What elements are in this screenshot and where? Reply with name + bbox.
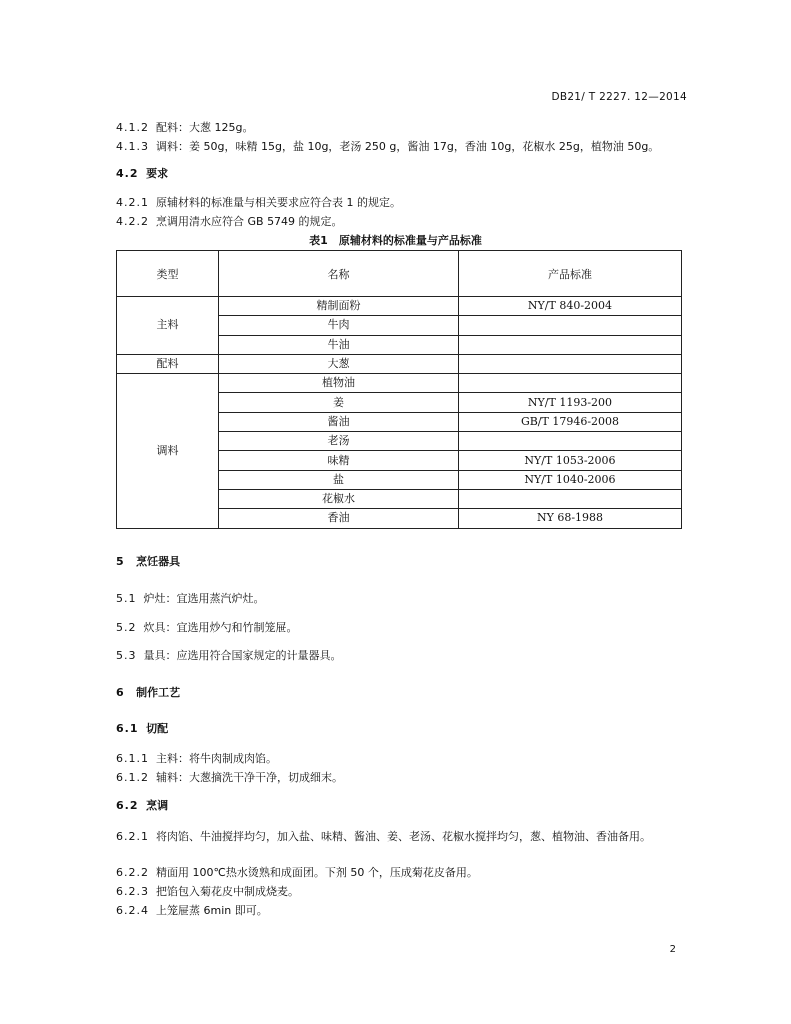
clause-5-2: [116, 621, 298, 635]
clause-text: 将肉馅、牛油搅拌均匀，加入盐、味精、酱油、姜、老汤、花椒水搅拌均匀，葱、植物油、香油备用。: [156, 830, 651, 843]
heading-text: 要求: [146, 167, 169, 180]
name-cell: 香油: [219, 509, 459, 528]
heading-text: 制作工艺: [136, 686, 181, 699]
clause-number: 4.1.3: [116, 140, 149, 153]
clause-number: 5.1: [116, 592, 137, 605]
table-row: [117, 297, 682, 316]
clause-5-1: [116, 592, 265, 606]
heading-number: 6.1: [116, 722, 139, 735]
standard-cell: [459, 432, 682, 451]
header-name: 名称: [219, 251, 459, 297]
name-cell: 老汤: [219, 432, 459, 451]
standard-cell: [459, 489, 682, 508]
heading-6-2: [116, 799, 168, 813]
heading-number: 6: [116, 686, 125, 699]
standard-cell: NY/T 1040-2006: [459, 470, 682, 489]
clause-text: 主料：将牛肉制成肉馅。: [156, 752, 277, 765]
clause-text: 炊具：宜选用炒勺和竹制笼屉。: [143, 621, 298, 634]
heading-5: [116, 555, 180, 569]
heading-6: [116, 686, 180, 700]
heading-4-2: [116, 167, 168, 181]
heading-text: 切配: [146, 722, 169, 735]
clause-6-2-2: [116, 866, 478, 880]
clause-text: 配料：大葱 125g。: [156, 121, 254, 134]
clause-number: 4.2.2: [116, 215, 149, 228]
clause-4-1-3: [116, 140, 659, 154]
clause-6-2-1: [116, 828, 691, 845]
materials-standard-table: [116, 250, 682, 529]
table-header-row: [117, 251, 682, 297]
name-cell: 精制面粉: [219, 297, 459, 316]
clause-text: 上笼屉蒸 6min 即可。: [156, 904, 268, 917]
clause-text: 烹调用清水应符合 GB 5749 的规定。: [156, 215, 343, 228]
standard-cell: [459, 374, 682, 393]
name-cell: 酱油: [219, 412, 459, 431]
standard-cell: [459, 316, 682, 335]
document-code: DB21/ T 2227. 12—2014: [551, 91, 687, 103]
clause-number: 6.1.1: [116, 752, 149, 765]
clause-text: 把馅包入菊花皮中制成烧麦。: [156, 885, 299, 898]
name-cell: 植物油: [219, 374, 459, 393]
standard-cell: NY/T 1193-200: [459, 393, 682, 412]
name-cell: 大葱: [219, 354, 459, 373]
standard-cell: GB/T 17946-2008: [459, 412, 682, 431]
header-standard: 产品标准: [459, 251, 682, 297]
page-number: 2: [669, 944, 676, 955]
clause-number: 6.1.2: [116, 771, 149, 784]
heading-6-1: [116, 722, 168, 736]
type-cell: 调料: [117, 374, 219, 528]
standard-cell: NY/T 1053-2006: [459, 451, 682, 470]
name-cell: 姜: [219, 393, 459, 412]
clause-number: 4.2.1: [116, 196, 149, 209]
table-row: [117, 354, 682, 373]
clause-6-1-1: [116, 752, 277, 766]
standard-cell: [459, 335, 682, 354]
table-row: [117, 374, 682, 393]
type-cell: 配料: [117, 354, 219, 373]
type-cell: 主料: [117, 297, 219, 355]
clause-text: 调料：姜 50g，味精 15g，盐 10g，老汤 250 g，酱油 17g，香油 10g，花椒水 25g，植物油 50g。: [156, 140, 660, 153]
clause-number: 6.2.2: [116, 866, 149, 879]
clause-4-2-2: [116, 215, 343, 229]
name-cell: 牛油: [219, 335, 459, 354]
clause-number: 6.2.3: [116, 885, 149, 898]
clause-number: 6.2.4: [116, 904, 149, 917]
clause-number: 5.3: [116, 649, 137, 662]
standard-cell: NY/T 840-2004: [459, 297, 682, 316]
header-type: 类型: [117, 251, 219, 297]
standard-cell: [459, 354, 682, 373]
standard-cell: NY 68-1988: [459, 509, 682, 528]
clause-6-2-4: [116, 904, 268, 918]
clause-4-1-2: [116, 121, 253, 135]
clause-5-3: [116, 649, 342, 663]
name-cell: 盐: [219, 470, 459, 489]
heading-number: 5: [116, 555, 125, 568]
clause-text: 精面用 100℃热水烫熟和成面团。下剂 50 个，压成菊花皮备用。: [156, 866, 478, 879]
clause-text: 辅料：大葱摘洗干净干净，切成细末。: [156, 771, 343, 784]
clause-number: 5.2: [116, 621, 137, 634]
clause-text: 原辅材料的标准量与相关要求应符合表 1 的规定。: [156, 196, 401, 209]
name-cell: 牛肉: [219, 316, 459, 335]
clause-number: 4.1.2: [116, 121, 149, 134]
clause-6-2-3: [116, 885, 299, 899]
clause-4-2-1: [116, 196, 401, 210]
heading-text: 烹饪器具: [136, 555, 181, 568]
clause-text: 炉灶：宜选用蒸汽炉灶。: [143, 592, 265, 605]
clause-6-1-2: [116, 771, 343, 785]
table-caption: 表1 原辅材料的标准量与产品标准: [309, 234, 482, 247]
clause-text: 量具：应选用符合国家规定的计量器具。: [143, 649, 342, 662]
heading-number: 6.2: [116, 799, 139, 812]
name-cell: 花椒水: [219, 489, 459, 508]
clause-number: 6.2.1: [116, 830, 149, 843]
name-cell: 味精: [219, 451, 459, 470]
heading-number: 4.2: [116, 167, 139, 180]
heading-text: 烹调: [146, 799, 169, 812]
